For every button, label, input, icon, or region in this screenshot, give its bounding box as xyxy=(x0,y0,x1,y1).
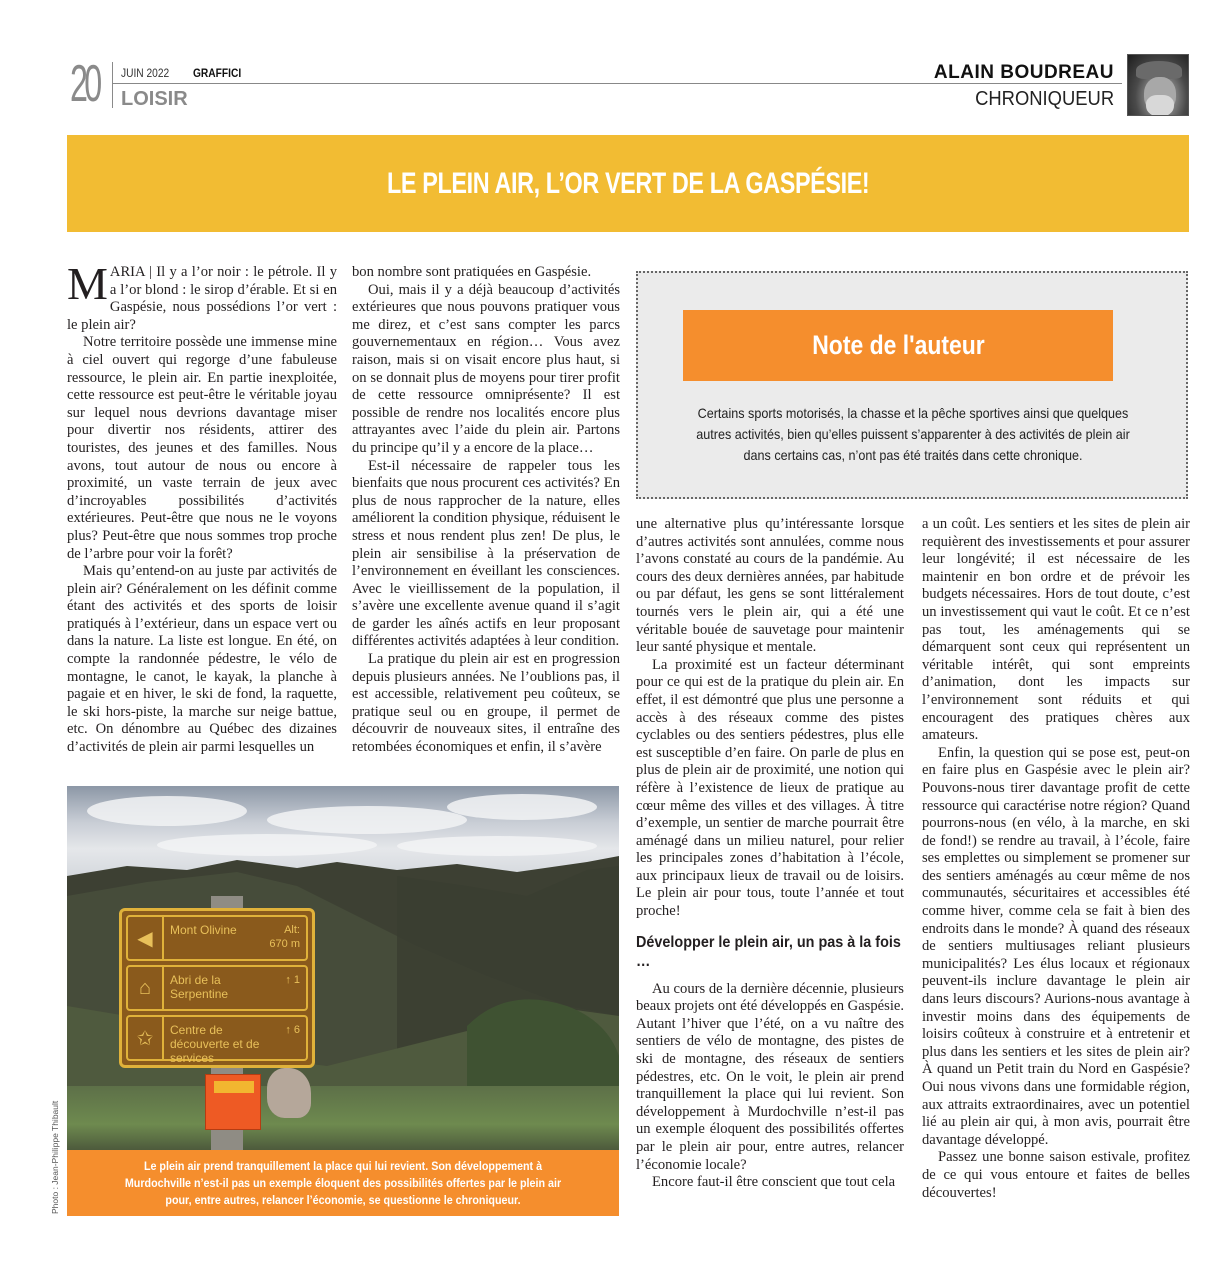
sign-row xyxy=(126,1015,308,1065)
article-column-1 xyxy=(67,258,337,757)
title-banner xyxy=(67,135,1189,232)
article-column-4 xyxy=(922,516,1190,1202)
article-paragraph: Encore faut-il être conscient que tout cela xyxy=(652,1174,896,1191)
author-note-header xyxy=(683,310,1113,381)
article-paragraph: Mais qu’entend-on au juste par activités de plein air? Généralement on les définit comme étant des activités et des sports de loisir pratiqués à l’extérieur, dans un espace vert ou dans la nature. La liste est longue. En été, on compte la randonnée pédestre, le vélo de montagne, le canot, le kayak, la planche à pagaie et en hiver, le ski de fond, la raquette, le ski hors-piste, la marche sur neige battue, etc. On dénombre au Québec des dizaines d’activités de plein air parmi lesquelles un xyxy=(67,563,337,756)
sign-label: Abri de la Serpentine xyxy=(170,973,229,1001)
article-paragraph: bon nombre sont pratiquées en Gaspésie. xyxy=(352,264,592,280)
sign-row xyxy=(126,965,308,1011)
article-paragraph: Passez une bonne saison estivale, profitez de ce qui vous entoure et faites de belles découvertes! xyxy=(922,1149,1190,1201)
photo-credit: Photo : Jean-Philippe Thibault xyxy=(50,1100,60,1214)
photo-grass xyxy=(67,1086,619,1150)
article-paragraph: Enfin, la question qui se pose est, peut-on en faire plus en Gaspésie avec le plein air? Pouvons-nous tirer davantage profit de cette ressource qui caractérise notre région? Quand pourrons-nous (en vélo, à la marche, en ski de fond!) se rendre au travail, à l’école, faire ses emplettes ou simplement se promener sur des sentiers aménagés au cœur même de nos communautés, sécuritaires et accessibles été comme hiver, comme cela se fait à bien des endroits dans le monde? À quand des réseaux de sentiers multiusages reliant plusieurs municipalités? Les élus locaux et régionaux peuvent-ils inclure davantage le plein air dans leurs discours? Aurions-nous avantage à investir moins dans des équipements de loisirs coûteux à construire et à entretenir et plus dans les sentiers et les sites de plein air? À quand un Petit train du Nord en Gaspésie? Oui nous vivons dans une formidable région, aux attraits extraordinaires, avec un potentiel lié au plein air qui, à mon avis, pourrait être davantage développé. xyxy=(922,744,1190,1148)
article-paragraph: Notre territoire possède une immense mine à ciel ouvert qui regorge d’une fabuleuse ressource, le plein air. En partie inexploitée, cette ressource est peut-être le véritable joyau sur lequel nous devrions davantage miser pour divertir nos résidents, attirer des touristes, des jeunes et des familles. Nous avons, tout autour de nous ou encore à proximité, un vaste terrain de jeux avec d’incroyables possibilités d’activités extérieures. Peut-être que nous ne le voyons plus? Peut-être que nous sommes trop proche de l’arbre pour voir la forêt? xyxy=(67,334,337,562)
article-paragraph: MARIA | Il y a l’or noir : le pétrole. Il y a l’or blond : le sirop d’érable. Et si en Gaspésie, nous possédions l’or vert : le plein air? xyxy=(67,258,337,333)
article-column-3 xyxy=(636,516,904,1192)
shelter-icon: ⌂ xyxy=(128,967,164,1009)
portrait-beard xyxy=(1146,95,1174,116)
photo-caption-text: Le plein air prend tranquillement la place qui lui revient. Son développement à Murdochville n’est-il pas un exemple éloquent des possibilités offertes par le plein air pour, entre autres, relancer l’économie, se questionne le chroniqueur. xyxy=(124,1158,562,1207)
header-divider xyxy=(112,62,113,108)
trail-register-box xyxy=(205,1074,261,1130)
drop-cap: M xyxy=(67,258,108,309)
author-note-box xyxy=(636,271,1188,499)
author-role: CHRONIQUEUR xyxy=(974,88,1114,110)
sign-detail: ↑ 1 xyxy=(285,974,300,986)
publication-name: GRAFFICI xyxy=(193,66,242,80)
section-label: LOISIR xyxy=(121,88,188,110)
issue-date: JUIN 2022 xyxy=(121,66,170,80)
sign-detail: Alt: 670 m xyxy=(269,924,300,950)
photo-rock xyxy=(267,1068,311,1118)
sign-detail: ↑ 6 xyxy=(285,1024,300,1036)
article-paragraph: Oui, mais il y a déjà beaucoup d’activités extérieures que nous pouvons pratiquer vous me direz, et c’est sans compter les parcs gouvernementaux en région… Vous avez raison, mais si on visait encore plus haut, si on se donnait plus de moyens pour tirer profit de cette ressource omniprésente? Il est possible de rendre nos localités encore plus attrayantes avec l’aide du plein air. Partons du principe qu’il y a encore de la place… xyxy=(352,281,620,456)
sign-label: Mont Olivine xyxy=(170,923,237,937)
discovery-center-icon: ✩ xyxy=(128,1017,164,1059)
article-paragraph: a un coût. Les sentiers et les sites de plein air requièrent des investissements et pour assurer leur longévité; il est nécessaire de les maintenir en bon ordre et de prévoir les budgets nécessaires. Hors de tout doute, c’est un investissement qui vaut le coût. Et ce n’est pas tout, les aménagements qui se démarquent sont ceux qui représentent un véritable intérêt, qui sont empreints d’animation, dont les impacts sur l’environnement sont réduits et qui encouragent des pratiques chères aux amateurs. xyxy=(922,516,1190,744)
article-photo xyxy=(67,786,619,1150)
trail-sign xyxy=(119,908,315,1068)
photo-caption xyxy=(67,1150,619,1216)
article-paragraph: Est-il nécessaire de rappeler tous les bienfaits que nous procurent ces activités? En plus de nous rapprocher de la nature, elles améliorent la condition physique, réduisent le stress et nous rendent plus zen! De plus, le plein air sensibilise à la préservation de l’environnement en éveillant les consciences. Avec le vieillissement de la population, il s’avère une excellente avenue quand il s’agit de garder les aînés actifs en leur proposant différentes activités adaptées à leur condition. xyxy=(352,457,620,650)
register-box-strip xyxy=(214,1081,254,1093)
article-paragraph: une alternative plus qu’intéressante lorsque d’autres activités sont annulées, comme nous l’avons constaté au cours de la pandémie. Au cours des deux dernières années, par habitude ou par défaut, les gens se sont littéralement tournés vers le plein air, qui a été une véritable bouée de sauvetage pour maintenir leur santé physique et mentale. xyxy=(636,516,904,656)
author-portrait xyxy=(1127,54,1189,116)
author-note-title: Note de l'auteur xyxy=(811,330,985,360)
sign-label: Centre de découverte et de services xyxy=(170,1023,260,1065)
article-paragraph: La pratique du plein air est en progression depuis plusieurs années. Ne l’oublions pas, il est accessible, relativement peu coûteux, se pratique seul ou en groupe, il permet de découvrir de nouveaux sites, il entraîne des retombées économiques et enfin, il s’avère xyxy=(352,651,620,756)
viewpoint-icon: ◀ xyxy=(128,917,164,959)
article-paragraph: Au cours de la dernière décennie, plusieurs beaux projets ont été développés en Gaspésie. Autant l’hiver que l’été, on a vu naître des sentiers de vélo de montagne, des pistes de ski de montagne, des réseaux de sentiers pédestres, etc. On le voit, le plein air prend tranquillement la place qui lui revient. Son développement à Murdochville n’est-il pas un exemple éloquent des possibilités offertes par le plein air pour, entre autres, relancer l’économie locale? xyxy=(636,980,904,1173)
author-note-body: Certains sports motorisés, la chasse et la pêche sportives ainsi que quelques autres activités, bien qu’elles puissent s’apparenter à des activités de plein air dans certains cas, n’ont pas été traités dans cette chronique. xyxy=(696,405,1130,463)
sign-row xyxy=(126,915,308,961)
article-column-2 xyxy=(352,264,620,757)
article-paragraph: La proximité est un facteur déterminant pour ce qui est de la pratique du plein air. En effet, il est démontré que plus une personne a accès à des réseaux comme des pistes cyclables ou des sentiers pédestres, plus elle est susceptible d’en faire. On parle de plus en plus de plein air de proximité, une notion qui réfère à l’existence de lieux de pratique au cœur même des villes et des villages. À titre d’exemple, un sentier de marche pourrait être aménagé dans un milieu naturel, pour relier les principales zones d’habitation à l’école, aux principaux lieux de travail ou de loisirs. Le plein air pour tous, toute l’année et tout proche! xyxy=(636,656,904,920)
article-title: LE PLEIN AIR, L’OR VERT DE LA GASPÉSIE! xyxy=(386,166,870,200)
author-name: ALAIN BOUDREAU xyxy=(933,62,1114,83)
article-subheading: Développer le plein air, un pas à la fois … xyxy=(636,933,901,970)
page-number: 20 xyxy=(70,55,99,113)
